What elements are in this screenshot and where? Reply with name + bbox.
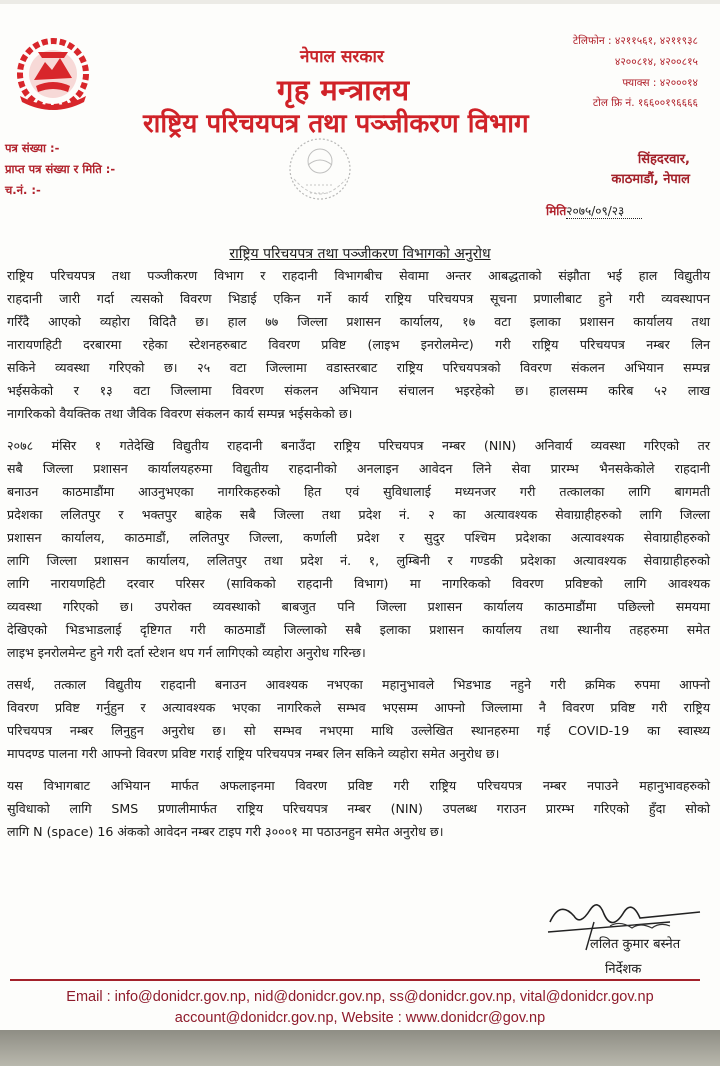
para2-line: २०७८ मंसिर १ गतेदेखि विद्युतीय राहदानी बनाउँदा राष्ट्रिय परिचयपत्र नम्बर (NIN) अनिवार्य व्यवस्था गरिएको तर — [7, 438, 710, 453]
para1-line: राष्ट्रिय परिचयपत्र तथा पञ्जीकरण विभाग र राहदानी विभागबीच सेवामा अन्तर आबद्धताको संझौता भई हाल विद्युतीय — [7, 268, 710, 283]
signatory-title: निर्देशक — [605, 962, 642, 977]
department-title: राष्ट्रिय परिचयपत्र तथा पञ्जीकरण विभाग — [143, 109, 529, 139]
ministry-title: गृह मन्त्रालय — [277, 73, 410, 107]
para4-line: यस विभागबाट अभियान मार्फत अफलाइनमा विवरण प्रविष्ट गरी राष्ट्रिय परिचयपत्र नम्बर नपाउने महानुभावहरुको — [7, 778, 710, 793]
address-line-2: काठमाडौं, नेपाल — [611, 172, 690, 187]
para3-line: तसर्थ, तत्काल विद्युतीय राहदानी बनाउन आवश्यक नभएका महानुभावले भिडभाड नहुने गरी क्रमिक रुपमा आफ्नो — [7, 677, 710, 692]
received-letter-label: प्राप्त पत्र संख्या र मिति :- — [5, 162, 116, 176]
dispatch-number-label: च.नं. :- — [5, 183, 41, 197]
address-line-1: सिंहदरवार, — [637, 152, 690, 167]
contact-toll-free: टोल फ्रि नं. १६६००१९६६६६ — [592, 97, 698, 109]
para2-line: लाइभ इनरोलमेन्ट हुने गरी दर्ता स्टेशन थप गर्न लागिएको व्यहोरा अनुरोध गरिन्छ। — [7, 645, 366, 660]
letter-number-label: पत्र संख्या :- — [5, 141, 60, 155]
para3-line: विवरण प्रविष्ट गर्नुहुन र अत्यावश्यक भएका नागरिकले सम्भव भएसम्म आफ्नो जिल्लामा नै विवरण प्रविष्ट गरी राष्ट्रिय — [7, 700, 710, 715]
desk-surface — [0, 1030, 720, 1066]
date-value: २०७५/०९/२३ — [566, 204, 642, 219]
footer-divider — [10, 979, 700, 981]
para2-line: लागि नारायणहिटी दरवार परिसर (साविकको राहदानी विभाग) मा नागरिकको विवरण प्रविष्टको लागि आवश्यक — [7, 576, 710, 591]
para2-line: देखिएको भिडभाडलाई दृष्टिगत गरी काठमाडौं जिल्लाको सबै इलाका प्रशासन कार्यालय तथा स्थानीय तहहरुमा समेत — [7, 622, 710, 637]
para1-line: राहदानी जारी गर्दा त्यसको विवरण भिडाई एकिन गर्ने कार्य राष्ट्रिय परिचयपत्र सूचना प्रणालीबाट हुने गरी व्यवस्थापन — [7, 291, 710, 306]
para2-line: प्रदेशका ललितपुर र भक्तपुर बाहेक सबै जिल्ला तथा प्रदेश नं. २ का अत्यावश्यक सेवाग्राहीहरुको लागि जिल्ला — [7, 507, 710, 522]
para1-line: गरिँदै आएको व्यहोरा विदितै छ। हाल ७७ जिल्ला प्रशासन कार्यालय, १७ वटा इलाका प्रशासन कार्यालय तथा — [7, 314, 710, 329]
heading-text: राष्ट्रिय परिचयपत्र तथा पञ्जीकरण विभागको अनुरोध — [229, 246, 491, 262]
para2-line: प्रशासन कार्यालय, काठमाडौं, ललितपुर जिल्ला, कर्णाली प्रदेश र सुदुर पश्चिम प्रदेशका अत्यावश्यक सेवाग्राहीहरुको — [7, 530, 710, 545]
para1-line: भईसकेको र १३ वटा जिल्लामा विवरण संकलन अभियान संचालन भइरहेको छ। हालसम्म करिब ५२ लाख — [7, 383, 710, 398]
para1-line: नागरिकको वैयक्तिक तथा जैविक विवरण संकलन कार्य सम्पन्न भईसकेको छ। — [7, 406, 353, 421]
contact-fax: फ्याक्स : ४२०००१४ — [622, 77, 698, 89]
letter-date — [546, 202, 642, 219]
footer-website: account@donidcr.gov.np, Website : www.donidcr@gov.np — [174, 1010, 546, 1026]
signatory-name: ललित कुमार बस्नेत — [590, 937, 681, 952]
para4-line: सुविधाको लागि SMS प्रणालीमार्फत राष्ट्रिय परिचयपत्र नम्बर (NIN) उपलब्ध गराउन प्रारम्भ गरिएको हुँदा सोको — [7, 801, 710, 816]
para4-line: लागि N (space) 16 अंकको आवेदन नम्बर टाइप गरी ३०००१ मा पठाउनहुन समेत अनुरोध छ। — [7, 824, 444, 839]
department-seal-icon — [280, 129, 355, 219]
para1-line: नारायणहिटी दरबारमा रहेका स्टेशनहरुबाट विवरण प्रविष्ट (लाइभ इनरोलमेन्ट) गरी राष्ट्रिय परिचयपत्र नम्बर लिन — [7, 337, 710, 352]
para2-line: बनाउन काठमाडौंमा आउनुभएका नागरिकहरुको हित एवं सुविधालाई मध्यनजर गरी तत्कालका लागि बागमती — [7, 484, 710, 499]
para3-line: मापदण्ड पालना गरी आफ्नो विवरण प्रविष्ट गराई राष्ट्रिय परिचयपत्र नम्बर लिन सकिने व्यहोरा समेत अनुरोध छ। — [7, 746, 500, 761]
letter-heading — [0, 244, 720, 263]
contact-phone-2: ४२००८१४, ४२००८१५ — [614, 56, 698, 68]
contact-phone: टेलिफोन : ४२११५६१, ४२११९३८ — [572, 35, 698, 47]
government-title: नेपाल सरकार — [300, 47, 384, 67]
letter-page — [0, 4, 720, 1030]
para2-line: व्यवस्था गरिएको छ। उपरोक्त व्यवस्थाको बाबजुत पनि जिल्ला प्रशासन कार्यालय काठमाडौंमा पछिल्लो समयमा — [7, 599, 710, 614]
para3-line: परिचयपत्र नम्बर लिनुहुन अनुरोध छ। सो सम्भव नभएमा माथि उल्लेखित स्थानहरुमा गई COVID-19 का स्वास्थ्य — [7, 723, 710, 738]
para2-line: सबै जिल्ला प्रशासन कार्यालयहरुमा विद्युतीय राहदानीको अनलाइन आवेदन लिने सेवा प्रारम्भ भैनसकेकोले राहदानी — [7, 461, 710, 476]
para2-line: लागि जिल्ला प्रशासन कार्यालय, ललितपुर तथा प्रदेश नं. १, लुम्बिनी र गण्डकी प्रदेशका अत्यावश्यक सेवाग्राहीहरुको — [7, 553, 710, 568]
nepal-emblem-icon — [12, 34, 94, 114]
footer-emails: Email : info@donidcr.gov.np, nid@donidcr.gov.np, ss@donidcr.gov.np, vital@donidcr.gov.np — [66, 989, 654, 1005]
para1-line: सकिने व्यवस्था गरिएको छ। २५ वटा जिल्लामा वडास्तरबाट राष्ट्रिय परिचयपत्रको विवरण संकलन अभियान सम्पन्न — [7, 360, 710, 375]
date-label: मिति — [546, 204, 567, 218]
